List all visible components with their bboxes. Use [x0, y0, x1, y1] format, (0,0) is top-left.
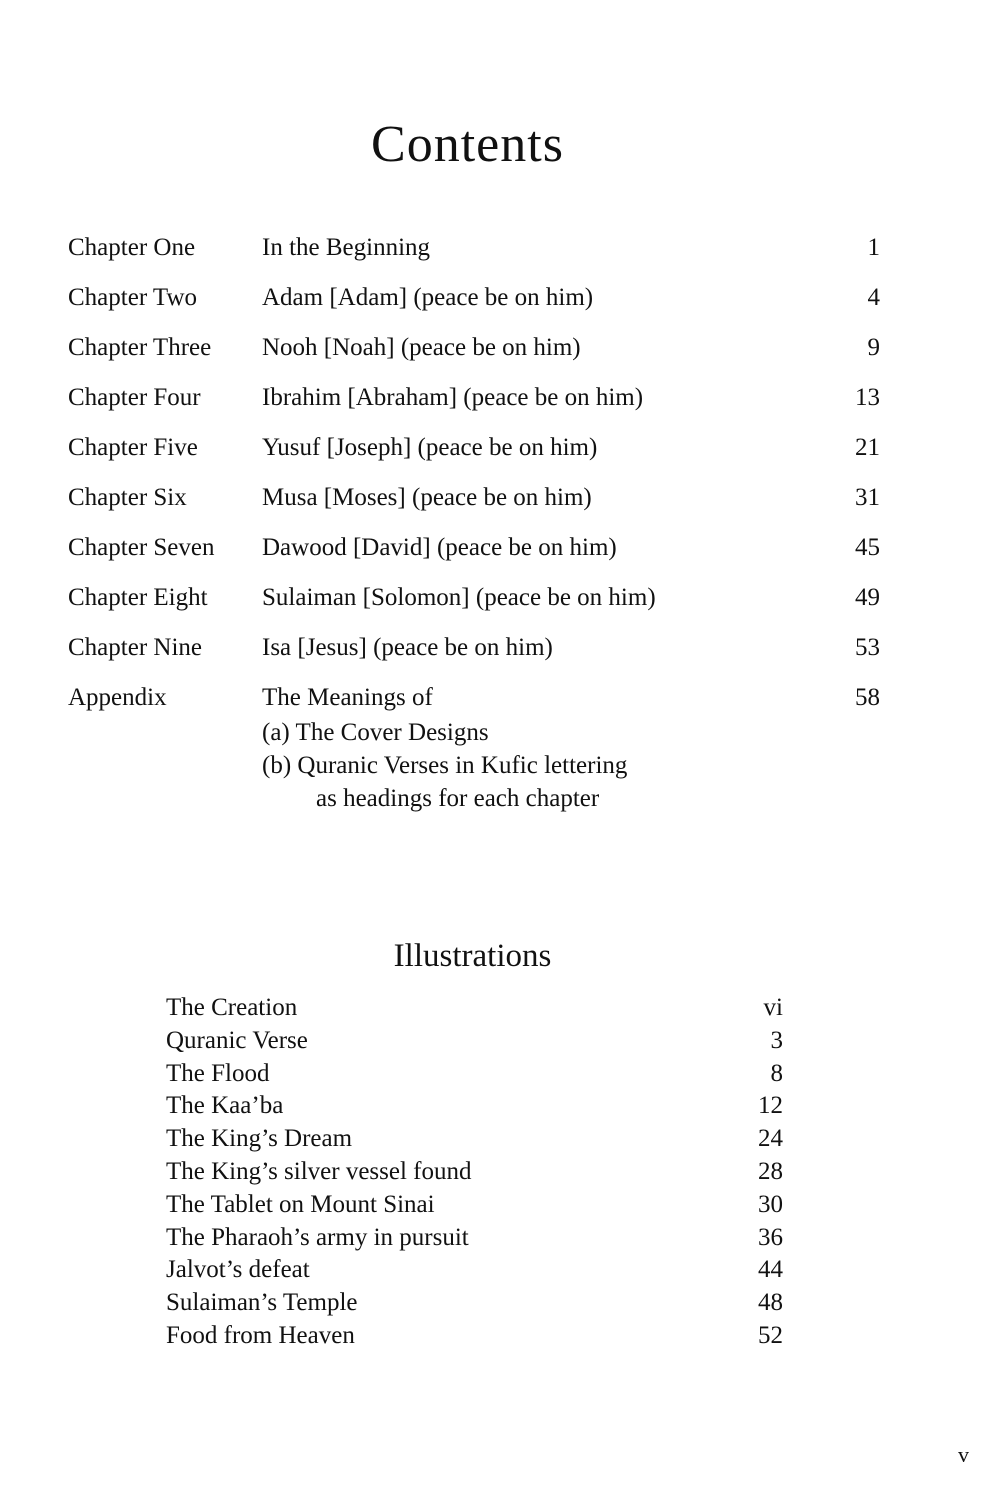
chapter-title: Yusuf [Joseph] (peace be on him) — [262, 434, 598, 461]
illustration-page: 48 — [758, 1289, 783, 1317]
illustration-entry — [166, 992, 783, 1025]
illustration-name: The Creation — [166, 994, 298, 1021]
illustration-name: Quranic Verse — [166, 1026, 308, 1054]
illustration-page: 52 — [758, 1321, 783, 1349]
chapter-title: Ibrahim [Abraham] (peace be on him) — [262, 384, 644, 411]
chapter-title: Adam [Adam] (peace be on him) — [262, 284, 594, 311]
illustration-entry — [166, 1090, 783, 1123]
illustration-page: 36 — [758, 1223, 783, 1251]
chapter-title: Sulaiman [Solomon] (peace be on him) — [262, 584, 656, 611]
illustration-page: 3 — [770, 1026, 783, 1054]
illustration-entry — [166, 1189, 783, 1222]
illustration-page: 24 — [758, 1125, 783, 1153]
illustration-entry — [166, 1320, 783, 1353]
toc-entry — [68, 330, 888, 380]
appendix-page: 58 — [855, 684, 880, 711]
illustrations-title: Illustrations — [393, 938, 552, 974]
contents-list — [68, 230, 888, 810]
chapter-title: Isa [Jesus] (peace be on him) — [262, 634, 553, 661]
page-number: v — [958, 1442, 969, 1467]
chapter-page: 53 — [855, 634, 880, 661]
illustration-page: 44 — [758, 1256, 783, 1284]
chapter-title: Nooh [Noah] (peace be on him) — [262, 334, 581, 361]
toc-entry — [68, 580, 888, 630]
illustration-entry — [166, 1156, 783, 1189]
chapter-page: 49 — [855, 584, 880, 611]
illustration-page: 28 — [758, 1157, 783, 1185]
illustration-entry — [166, 1058, 783, 1091]
illustration-name: Food from Heaven — [166, 1321, 355, 1349]
chapter-page: 21 — [855, 434, 880, 461]
chapter-page: 31 — [855, 484, 880, 511]
illustration-name: The King’s Dream — [166, 1125, 353, 1153]
toc-entry — [68, 380, 888, 430]
chapter-page: 13 — [855, 384, 880, 411]
illustration-entry — [166, 1025, 783, 1058]
toc-entry — [68, 630, 888, 680]
appendix-item-b: (b) Quranic Verses in Kufic lettering — [262, 752, 628, 779]
chapter-label: Chapter Seven — [68, 534, 215, 561]
contents-title: Contents — [371, 116, 564, 173]
chapter-label: Chapter Eight — [68, 584, 208, 611]
chapter-title: In the Beginning — [262, 234, 431, 261]
illustration-entry — [166, 1222, 783, 1255]
chapter-page: 9 — [867, 334, 880, 361]
toc-entry — [68, 480, 888, 530]
toc-entry — [68, 280, 888, 330]
illustration-name: Jalvot’s defeat — [166, 1256, 310, 1284]
appendix-label: Appendix — [68, 684, 167, 711]
chapter-page: 4 — [867, 284, 880, 311]
chapter-label: Chapter Four — [68, 384, 201, 411]
chapter-label: Chapter Two — [68, 284, 198, 311]
illustration-entry — [166, 1123, 783, 1156]
illustration-entry — [166, 1287, 783, 1320]
chapter-label: Chapter Five — [68, 434, 198, 461]
illustrations-list — [166, 992, 783, 1353]
chapter-label: Chapter Three — [68, 334, 212, 361]
illustration-name: The Kaa’ba — [166, 1092, 284, 1120]
chapter-page: 1 — [867, 234, 880, 261]
chapter-label: Chapter Six — [68, 484, 187, 511]
chapter-page: 45 — [855, 534, 880, 561]
illustration-name: The Flood — [166, 1059, 270, 1087]
toc-entry — [68, 530, 888, 580]
illustration-page: 8 — [770, 1059, 783, 1087]
chapter-label: Chapter One — [68, 234, 196, 261]
illustration-name: The Tablet on Mount Sinai — [166, 1190, 435, 1218]
toc-entry — [68, 230, 888, 280]
illustration-name: The Pharaoh’s army in pursuit — [166, 1223, 469, 1251]
toc-entry-appendix — [68, 680, 888, 810]
chapter-label: Chapter Nine — [68, 634, 202, 661]
appendix-item-a: (a) The Cover Designs — [262, 719, 489, 746]
toc-entry — [68, 430, 888, 480]
illustration-name: The King’s silver vessel found — [166, 1157, 472, 1185]
illustration-page: vi — [763, 994, 783, 1021]
appendix-item-b-continued: as headings for each chapter — [316, 785, 600, 812]
illustration-page: 30 — [758, 1190, 783, 1218]
illustration-name: Sulaiman’s Temple — [166, 1289, 358, 1317]
illustration-page: 12 — [758, 1092, 783, 1120]
chapter-title: Dawood [David] (peace be on him) — [262, 534, 617, 561]
chapter-title: Musa [Moses] (peace be on him) — [262, 484, 592, 511]
illustration-entry — [166, 1254, 783, 1287]
appendix-title: The Meanings of — [262, 684, 433, 711]
